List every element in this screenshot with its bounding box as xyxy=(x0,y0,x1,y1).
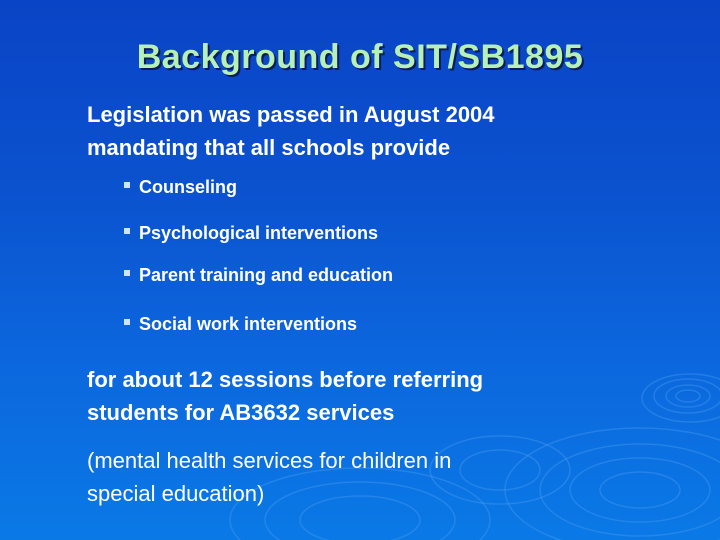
bullet-square-icon xyxy=(124,182,130,188)
closing-line: for about 12 sessions before referring xyxy=(87,367,484,392)
note-line: special education) xyxy=(87,481,265,506)
note-line: (mental health services for children in xyxy=(87,448,452,473)
bullet-square-icon xyxy=(124,228,130,234)
slide-title: Background of SIT/SB1895 xyxy=(136,38,584,76)
list-item xyxy=(124,177,237,198)
bullet-square-icon xyxy=(124,270,130,276)
bullet-square-icon xyxy=(124,319,130,325)
list-item xyxy=(124,223,378,244)
list-item-label: Counseling xyxy=(139,177,237,197)
intro-line: mandating that all schools provide xyxy=(87,135,451,160)
intro-line: Legislation was passed in August 2004 xyxy=(87,102,495,127)
closing-text xyxy=(87,363,647,429)
list-item-label: Social work interventions xyxy=(139,314,358,334)
intro-text xyxy=(87,98,647,164)
list-item xyxy=(124,265,393,286)
closing-line: students for AB3632 services xyxy=(87,400,395,425)
parenthetical-note xyxy=(87,444,607,510)
list-item-label: Psychological interventions xyxy=(139,223,379,243)
list-item xyxy=(124,314,357,335)
list-item-label: Parent training and education xyxy=(139,265,394,285)
